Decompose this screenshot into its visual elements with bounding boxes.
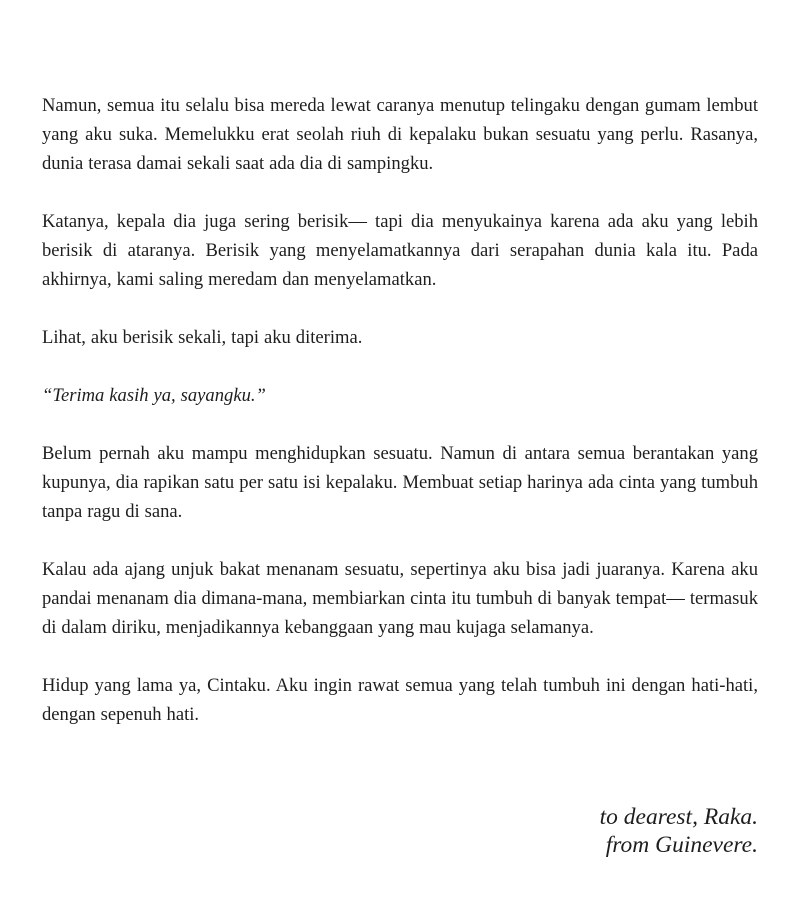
signoff-recipient: to dearest, Raka. [599,804,758,830]
paragraph-2: Katanya, kepala dia juga sering berisik— tapi dia menyukainya karena ada aku yang lebih berisik di ataranya. Berisik yang menyelamatkannya dari serapahan dunia kala itu. Pada akhirnya, kami saling meredam dan menyelamatkan. [42,211,758,290]
paragraph-3: Lihat, aku berisik sekali, tapi aku diterima. [42,327,363,348]
paragraph-1: Namun, semua itu selalu bisa mereda lewat caranya menutup telingaku dengan gumam lembut yang aku suka. Memelukku erat seolah riuh di kepalaku bukan sesuatu yang perlu. Rasanya, dunia terasa damai sekali saat ada dia di sampingku. [42,95,758,174]
signoff [600,803,758,859]
paragraph-6: Kalau ada ajang unjuk bakat menanam sesuatu, sepertinya aku bisa jadi juaranya. Karena aku pandai menanam dia dimana-mana, membiarkan cinta itu tumbuh di banyak tempat— termasuk di dalam diriku, menjadikannya kebanggaan yang mau kujaga selamanya. [42,559,758,638]
paragraph-5: Belum pernah aku mampu menghidupkan sesuatu. Namun di antara semua berantakan yang kupunya, dia rapikan satu per satu isi kepalaku. Membuat setiap harinya ada cinta yang tumbuh tanpa ragu di sana. [42,443,758,522]
signoff-sender: from Guinevere. [605,832,758,858]
quote-paragraph: “Terima kasih ya, sayangku.” [42,385,266,406]
letter-body [42,91,758,758]
paragraph-7: Hidup yang lama ya, Cintaku. Aku ingin rawat semua yang telah tumbuh ini dengan hati-hati, dengan sepenuh hati. [42,675,758,725]
